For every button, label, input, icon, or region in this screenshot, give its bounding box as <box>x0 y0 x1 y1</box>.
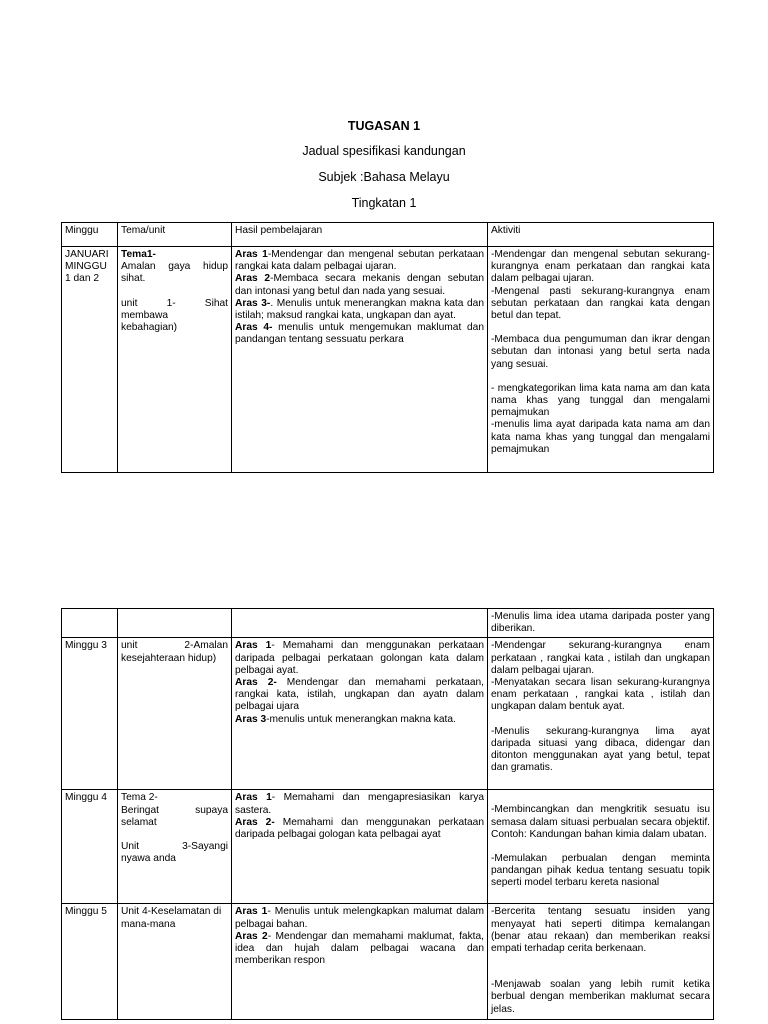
cell-minggu: JANUARI MINGGU 1 dan 2 <box>62 247 118 473</box>
spec-table-2 <box>61 608 714 1020</box>
cell-tema: Unit 4-Keselamatan di mana-mana <box>118 904 232 1020</box>
cell-aktiviti: -Menulis lima idea utama daripada poster yang diberikan. <box>488 609 714 638</box>
table-row <box>62 790 714 904</box>
cell-hasil: Aras 1- Memahami dan mengapresiasikan karya sastera. Aras 2- Memahami dan menggunakan perkataan daripada pelbagai gologan kata pelbagai ayat <box>232 790 488 904</box>
cell-hasil: Aras 1-Mendengar dan mengenal sebutan perkataan rangkai kata dalam pelbagai ujaran. Aras 2-Membaca secara mekanis dengan sebutan dan intonasi yang betul dan nada yang sesuai. Aras 3-. Menulis untuk menerangkan makna kata dan istilah; maksud rangkai kata, ungkapan dan ayat. Aras 4- menulis untuk mengemukan maklumat dan pandangan tentang sessuatu perkara <box>232 247 488 473</box>
cell-minggu: Minggu 4 <box>62 790 118 904</box>
cell-hasil: Aras 1- Menulis untuk melengkapkan malumat dalam pelbagai bahan. Aras 2- Mendengar dan memahami maklumat, fakta, idea dan hujah dalam pelbagai wacana dan memberikan respon <box>232 904 488 1020</box>
table-row <box>62 638 714 790</box>
cell-tema: unit 2-Amalan kesejahteraan hidup) <box>118 638 232 790</box>
table-row <box>62 247 714 473</box>
subject-line: Subjek :Bahasa Melayu <box>318 170 450 184</box>
header-hasil: Hasil pembelajaran <box>232 223 488 247</box>
spec-table-1 <box>61 222 714 473</box>
table-row <box>62 609 714 638</box>
cell-hasil: Aras 1- Memahami dan menggunakan perkataan daripada pelbagai perkataan golongan kata dalam pelbagai ayat. Aras 2- Mendengar dan memahami perkataan, rangkai kata, istilah, ungkapan dan ayatn dalam pelbagai ujara Aras 3-menulis untuk menerangkan makna kata. <box>232 638 488 790</box>
header-minggu: Minggu <box>62 223 118 247</box>
header-aktiviti: Aktiviti <box>488 223 714 247</box>
cell-minggu: Minggu 3 <box>62 638 118 790</box>
cell-aktiviti: -Mendengar dan mengenal sebutan sekurang-kurangnya enam perkataan dan rangkai kata dalam pelbagai ujaran. -Mengenal pasti sekurang-kurangnya enam sebutan perkataan dan rangkai kata dengan betul dan tepat. -Membaca dua pengumuman dan ikrar dengan sebutan dan intonasi yang betul serta nada yang sesuai. - mengkategorikan lima kata nama am dan kata nama khas yang tunggal dan mengalami pemajmukan -menulis lima ayat daripada kata nama am dan kata nama khas yang tunggal dan mengalami pemajmukan <box>488 247 714 473</box>
cell-aktiviti: -Bercerita tentang sesuatu insiden yang menyayat hati seperti ditimpa kemalangan (benar atau rekaan) dan memberikan reaksi empati terhadap cerita berkenaan. -Menjawab soalan yang lebih rumit ketika berbual dengan memberikan maklumat secara jelas. <box>488 904 714 1020</box>
cell-minggu: Minggu 5 <box>62 904 118 1020</box>
page-subtitle: Jadual spesifikasi kandungan <box>302 144 466 158</box>
cell-tema: Tema1- Amalan gaya hidup sihat. unit 1- Sihat membawa kebahagian) <box>118 247 232 473</box>
table-row <box>62 904 714 1020</box>
cell-aktiviti: -Membincangkan dan mengkritik sesuatu isu semasa dalam situasi perbualan secara objektif. Contoh: Kandungan bahan kimia dalam ubatan. -Memulakan perbualan dengan meminta pandangan pihak kedua tentang sesuatu topik seperti model terbaru kereta nasional <box>488 790 714 904</box>
cell-tema: Tema 2- Beringat supaya selamat Unit 3-Sayangi nyawa anda <box>118 790 232 904</box>
table-header-row <box>62 223 714 247</box>
cell-aktiviti: -Mendengar sekurang-kurangnya enam perkataan , rangkai kata , istilah dan ungkapan dalam pelbagai ujaran. -Menyatakan secara lisan sekurang-kurangnya enam perkataan , rangkai kata , istilah dan ungkapan dalam bentuk ayat. -Menulis sekurang-kurangnya lima ayat daripada situasi yang dibaca, didengar dan ditonton menggunakan ayat yang betul, tepat dan gramatis. <box>488 638 714 790</box>
level-line: Tingkatan 1 <box>351 196 417 210</box>
header-tema-unit: Tema/unit <box>118 223 232 247</box>
page-title: TUGASAN 1 <box>347 119 421 133</box>
